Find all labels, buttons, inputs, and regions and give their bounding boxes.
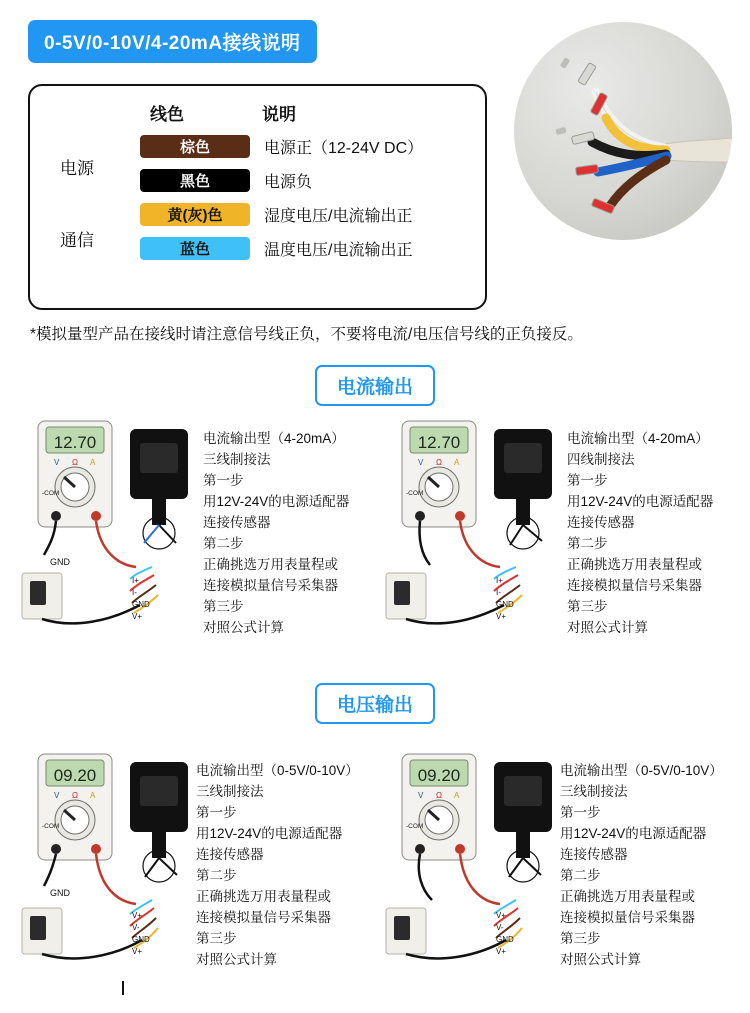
wire-label: V+ — [496, 911, 507, 920]
wire-label: I+ — [496, 576, 503, 585]
step-line: 连接传感器 — [203, 515, 271, 530]
step-line: 第一步 — [203, 473, 244, 488]
svg-text:A: A — [90, 458, 96, 467]
step-line: 电流输出型（4-20mA） — [203, 431, 345, 446]
step-line: 第一步 — [196, 805, 237, 820]
diagram-illustration — [14, 748, 204, 978]
svg-text:V: V — [418, 791, 424, 800]
gnd-label: GND — [50, 888, 70, 898]
steps-voltage-3wire — [196, 760, 359, 970]
step-line: 第三步 — [560, 931, 601, 946]
legend-header-color: 线色 — [150, 105, 184, 124]
step-line: 正确挑选万用表量程或 — [196, 889, 331, 904]
meter-reading: 09.20 — [53, 766, 97, 785]
svg-text:A: A — [454, 791, 460, 800]
cable-photo — [514, 22, 732, 240]
wire-label: V+ — [132, 612, 143, 621]
diagram-current-3wire — [14, 415, 204, 650]
page-title: 0-5V/0-10V/4-20mA接线说明 — [28, 20, 317, 63]
diagram-voltage-4wire — [378, 748, 568, 983]
step-line: 第一步 — [560, 805, 601, 820]
step-line: 对照公式计算 — [560, 952, 641, 967]
step-line: 用12V-24V的电源适配器 — [567, 494, 714, 509]
wire-label: I- — [132, 588, 137, 597]
step-line: 第三步 — [196, 931, 237, 946]
wire-color-chip: 棕色 — [140, 135, 250, 158]
wire-label: V- — [132, 923, 140, 932]
step-line: 连接模拟量信号采集器 — [203, 578, 338, 593]
wire-label: I+ — [132, 576, 139, 585]
meter-reading: 12.70 — [53, 433, 97, 452]
steps-current-3wire — [203, 428, 349, 638]
legend-group-comm: 通信 — [60, 231, 94, 250]
step-line: 第二步 — [560, 868, 601, 883]
legend-row — [140, 236, 412, 261]
legend-row — [140, 168, 312, 193]
step-line: 四线制接法 — [567, 452, 635, 467]
wiring-note: *模拟量型产品在接线时请注意信号线正负，不要将电流/电压信号线的正负接反。 — [30, 326, 583, 343]
step-line: 第三步 — [567, 599, 608, 614]
wire-label: V- — [496, 923, 504, 932]
step-line: 连接传感器 — [567, 515, 635, 530]
diagram-voltage-3wire — [14, 748, 204, 983]
wire-label: V+ — [496, 947, 507, 956]
step-line: 连接模拟量信号采集器 — [196, 910, 331, 925]
wire-label: V+ — [496, 612, 507, 621]
svg-text:Ω: Ω — [436, 458, 442, 467]
wire-label: GND — [132, 600, 150, 609]
wire-label: GND — [132, 935, 150, 944]
step-line: 第二步 — [203, 536, 244, 551]
step-line: 第三步 — [203, 599, 244, 614]
meter-com-label: -COM — [42, 490, 60, 497]
step-line: 三线制接法 — [196, 784, 264, 799]
step-line: 正确挑选万用表量程或 — [567, 557, 702, 572]
step-line: 电流输出型（4-20mA） — [567, 431, 709, 446]
diagram-illustration — [14, 415, 204, 645]
wire-label: V+ — [132, 911, 143, 920]
legend-group-power: 电源 — [60, 159, 94, 178]
step-line: 用12V-24V的电源适配器 — [196, 826, 343, 841]
step-line: 三线制接法 — [203, 452, 271, 467]
wire-color-chip: 蓝色 — [140, 237, 250, 260]
step-line: 用12V-24V的电源适配器 — [560, 826, 707, 841]
step-line: 三线制接法 — [560, 784, 628, 799]
svg-text:V: V — [54, 791, 60, 800]
wire-label: V+ — [132, 947, 143, 956]
step-line: 正确挑选万用表量程或 — [560, 889, 695, 904]
step-line: 第一步 — [567, 473, 608, 488]
diagram-illustration — [378, 415, 568, 645]
diagram-current-4wire — [378, 415, 568, 650]
section-banner-voltage: 电压输出 — [315, 683, 435, 724]
step-line: 电流输出型（0-5V/0-10V） — [196, 763, 359, 778]
section-banner-current: 电流输出 — [315, 365, 435, 406]
step-line: 对照公式计算 — [203, 620, 284, 635]
wire-color-chip: 黄(灰)色 — [140, 203, 250, 226]
step-line: 连接模拟量信号采集器 — [560, 910, 695, 925]
step-line: 正确挑选万用表量程或 — [203, 557, 338, 572]
steps-current-4wire — [567, 428, 713, 638]
meter-com-label: -COM — [406, 490, 424, 497]
wire-desc: 温度电压/电流输出正 — [264, 242, 413, 259]
wire-color-chip: 黑色 — [140, 169, 250, 192]
wire-label: I- — [496, 588, 501, 597]
meter-reading: 09.20 — [417, 766, 461, 785]
meter-com-label: -COM — [406, 823, 424, 830]
legend-row — [140, 202, 412, 227]
cable-photo-illustration — [514, 22, 732, 240]
steps-voltage-4wire — [560, 760, 723, 970]
svg-text:A: A — [454, 458, 460, 467]
svg-text:Ω: Ω — [72, 791, 78, 800]
step-line: 第二步 — [567, 536, 608, 551]
wiring-legend-box — [28, 84, 487, 310]
diagram-illustration — [378, 748, 568, 978]
svg-text:V: V — [54, 458, 60, 467]
step-line: 用12V-24V的电源适配器 — [203, 494, 350, 509]
wire-label: GND — [496, 600, 514, 609]
step-line: 第二步 — [196, 868, 237, 883]
wire-label: GND — [496, 935, 514, 944]
step-line: 对照公式计算 — [196, 952, 277, 967]
step-line: 电流输出型（0-5V/0-10V） — [560, 763, 723, 778]
legend-header-desc: 说明 — [262, 105, 296, 124]
step-line: 对照公式计算 — [567, 620, 648, 635]
wire-desc: 电源正（12-24V DC） — [264, 140, 424, 157]
wire-desc: 湿度电压/电流输出正 — [264, 208, 413, 225]
step-line: 连接传感器 — [196, 847, 264, 862]
wire-desc: 电源负 — [264, 174, 313, 191]
legend-row — [140, 134, 423, 159]
svg-text:Ω: Ω — [72, 458, 78, 467]
meter-reading: 12.70 — [417, 433, 461, 452]
svg-text:V: V — [418, 458, 424, 467]
meter-com-label: -COM — [42, 823, 60, 830]
text-caret — [122, 981, 124, 995]
svg-text:Ω: Ω — [436, 791, 442, 800]
gnd-label: GND — [50, 557, 70, 567]
svg-text:A: A — [90, 791, 96, 800]
step-line: 连接模拟量信号采集器 — [567, 578, 702, 593]
step-line: 连接传感器 — [560, 847, 628, 862]
